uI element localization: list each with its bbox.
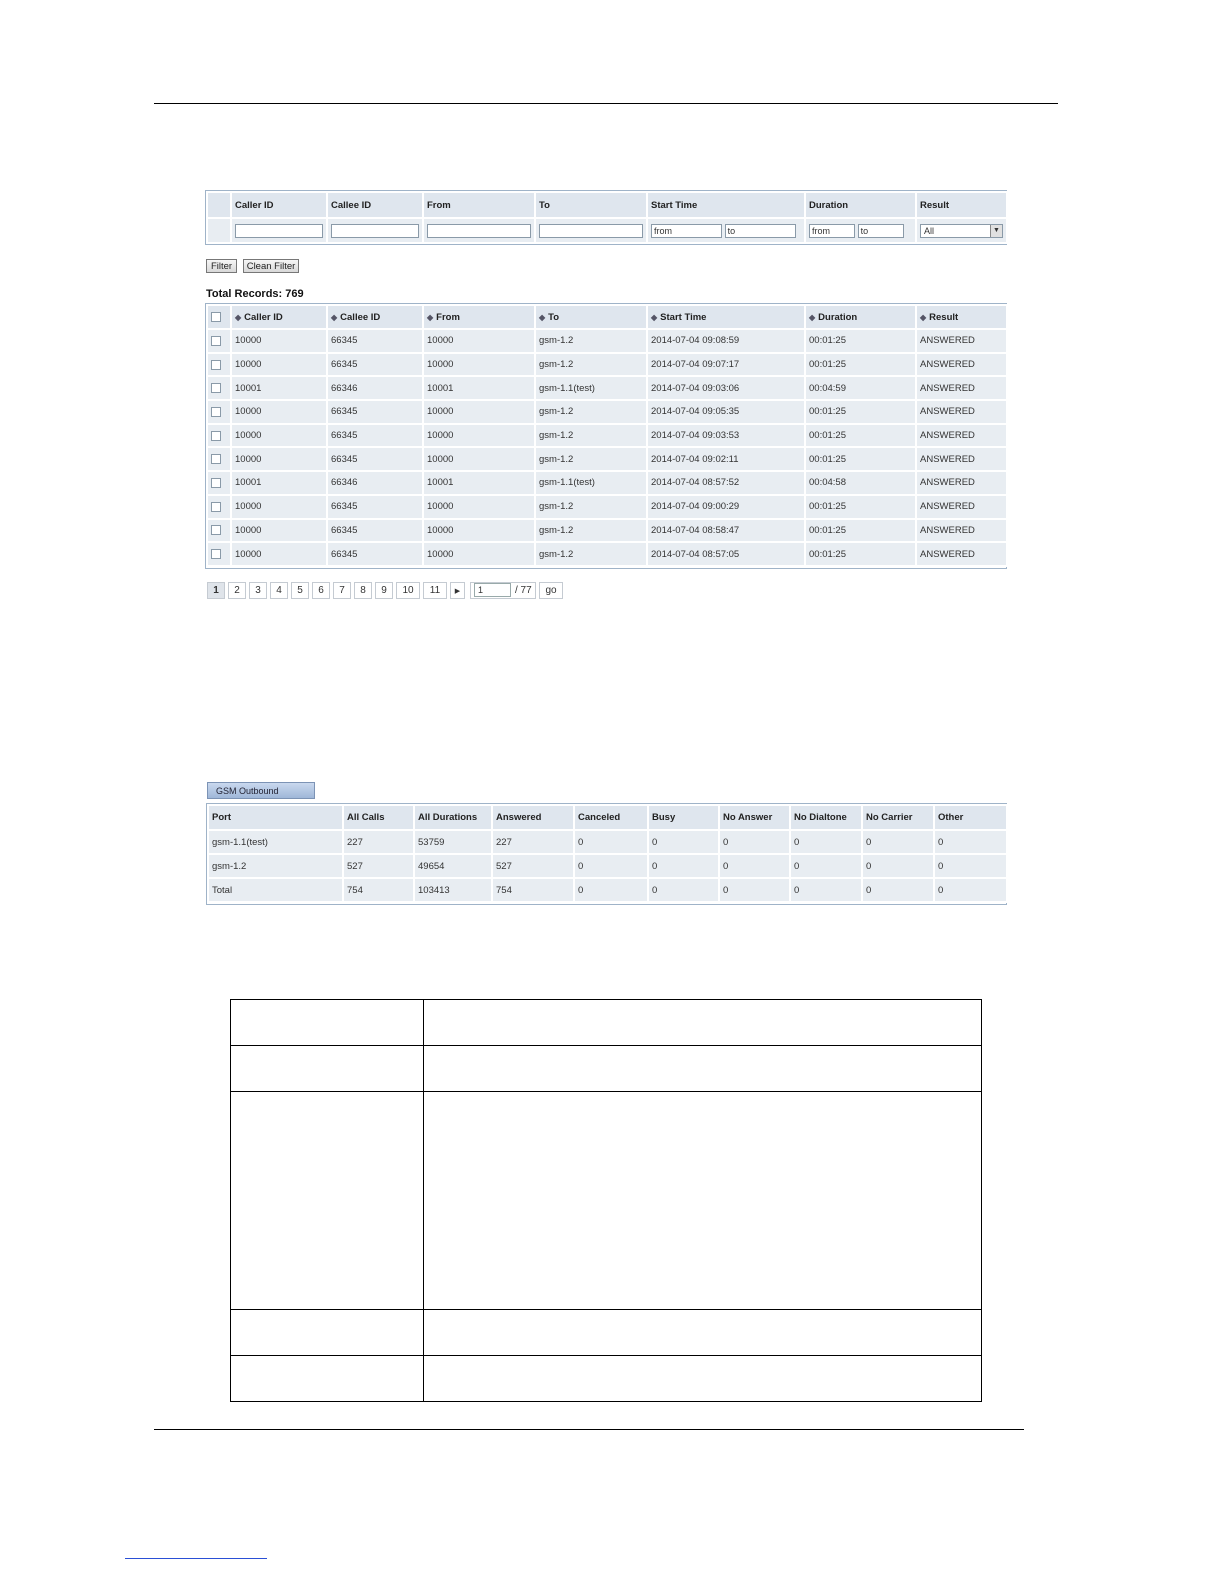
stats-col-answered: Answered <box>492 805 574 830</box>
cell-from: 10001 <box>423 376 535 400</box>
col-from[interactable] <box>423 305 535 329</box>
stats-col-no-carrier: No Carrier <box>862 805 934 830</box>
doc-cell <box>424 1310 982 1356</box>
sort-icon[interactable]: ◆ <box>539 312 546 322</box>
stats-cell: 0 <box>574 830 648 854</box>
select-all-checkbox[interactable] <box>211 312 221 322</box>
stats-cell: 53759 <box>414 830 492 854</box>
page-button-1[interactable]: 1 <box>207 582 225 599</box>
page-button-2[interactable]: 2 <box>228 582 246 599</box>
stats-cell: gsm-1.2 <box>208 854 343 878</box>
filter-cell-start-time <box>647 218 805 243</box>
from-filter-input[interactable] <box>427 224 531 238</box>
result-select[interactable] <box>920 224 1003 238</box>
sort-icon[interactable]: ◆ <box>331 312 338 322</box>
play-right-icon: ▶ <box>454 588 461 595</box>
cell-start-time: 2014-07-04 08:57:52 <box>647 471 805 495</box>
cell-caller-id: 10000 <box>231 400 327 424</box>
cell-caller-id: 10000 <box>231 519 327 543</box>
cell-result: ANSWERED <box>916 542 1007 566</box>
filter-header-blank <box>207 192 231 218</box>
stats-row <box>208 830 1007 854</box>
filter-header-result: Result <box>916 192 1007 218</box>
row-checkbox[interactable] <box>211 431 221 441</box>
col-result[interactable] <box>916 305 1007 329</box>
stats-col-no-dialtone: No Dialtone <box>790 805 862 830</box>
stats-cell: 0 <box>862 878 934 902</box>
stats-cell: 0 <box>648 830 719 854</box>
cell-caller-id: 10000 <box>231 542 327 566</box>
cell-duration: 00:04:58 <box>805 471 916 495</box>
page-button-8[interactable]: 8 <box>354 582 372 599</box>
row-select-cell <box>207 376 231 400</box>
result-select-value: All <box>924 225 935 236</box>
filter-header-callee-id: Callee ID <box>327 192 423 218</box>
duration-to-input[interactable]: to <box>858 224 904 238</box>
stats-cell: gsm-1.1(test) <box>208 830 343 854</box>
row-select-cell <box>207 447 231 471</box>
dropdown-arrow-icon[interactable]: ▼ <box>990 225 1002 237</box>
page-button-6[interactable]: 6 <box>312 582 330 599</box>
doc-cell <box>424 1356 982 1402</box>
cell-result: ANSWERED <box>916 353 1007 377</box>
stats-cell: 0 <box>574 878 648 902</box>
col-callee-id[interactable] <box>327 305 423 329</box>
cell-callee-id: 66345 <box>327 542 423 566</box>
col-caller-id-label: Caller ID <box>244 311 283 323</box>
cell-callee-id: 66345 <box>327 353 423 377</box>
doc-cell <box>231 1046 424 1092</box>
cell-from: 10000 <box>423 329 535 353</box>
cell-result: ANSWERED <box>916 471 1007 495</box>
cell-to: gsm-1.1(test) <box>535 376 647 400</box>
records-table <box>206 304 1008 567</box>
filter-panel <box>205 190 1007 245</box>
start-time-to-input[interactable]: to <box>725 224 796 238</box>
page-button-4[interactable]: 4 <box>270 582 288 599</box>
page-total-label: / 77 <box>515 585 532 596</box>
col-result-label: Result <box>929 311 959 323</box>
table-row[interactable] <box>207 542 1007 566</box>
row-select-cell <box>207 353 231 377</box>
col-duration[interactable] <box>805 305 916 329</box>
stats-col-port: Port <box>208 805 343 830</box>
stats-row <box>208 854 1007 878</box>
doc-cell <box>231 1092 424 1310</box>
cell-caller-id: 10000 <box>231 495 327 519</box>
select-all-cell <box>207 305 231 329</box>
total-records-label: Total Records: 769 <box>206 288 304 300</box>
col-duration-label: Duration <box>818 311 858 323</box>
row-checkbox[interactable] <box>211 525 221 535</box>
row-checkbox[interactable] <box>211 360 221 370</box>
cell-to: gsm-1.2 <box>535 329 647 353</box>
stats-col-all-calls: All Calls <box>343 805 414 830</box>
sort-icon[interactable]: ◆ <box>427 312 434 322</box>
stats-cell: 227 <box>343 830 414 854</box>
page-button-5[interactable]: 5 <box>291 582 309 599</box>
page-number-input[interactable]: 1 <box>474 583 511 597</box>
cell-callee-id: 66345 <box>327 447 423 471</box>
cell-to: gsm-1.2 <box>535 542 647 566</box>
cell-duration: 00:01:25 <box>805 519 916 543</box>
callee-id-filter-input[interactable] <box>331 224 419 238</box>
doc-cell <box>424 1000 982 1046</box>
cell-duration: 00:01:25 <box>805 495 916 519</box>
cell-to: gsm-1.2 <box>535 353 647 377</box>
gsm-outbound-tab[interactable]: GSM Outbound <box>207 782 315 799</box>
cell-result: ANSWERED <box>916 400 1007 424</box>
page-button-3[interactable]: 3 <box>249 582 267 599</box>
stats-cell: 754 <box>343 878 414 902</box>
table-row[interactable] <box>207 519 1007 543</box>
page-button-11[interactable]: 11 <box>423 582 447 599</box>
cell-from: 10000 <box>423 353 535 377</box>
col-start-time-label: Start Time <box>660 311 707 323</box>
cell-caller-id: 10000 <box>231 329 327 353</box>
row-checkbox[interactable] <box>211 383 221 393</box>
page-jump-box <box>470 582 536 599</box>
cell-caller-id: 10001 <box>231 471 327 495</box>
cell-callee-id: 66346 <box>327 471 423 495</box>
stats-row <box>208 878 1007 902</box>
sort-icon[interactable]: ◆ <box>235 312 242 322</box>
filter-table <box>206 191 1008 244</box>
cell-result: ANSWERED <box>916 424 1007 448</box>
stats-cell: 0 <box>934 830 1007 854</box>
cell-start-time: 2014-07-04 09:00:29 <box>647 495 805 519</box>
clean-filter-button[interactable]: Clean Filter <box>243 259 299 273</box>
cell-duration: 00:01:25 <box>805 353 916 377</box>
doc-cell <box>231 1000 424 1046</box>
cell-from: 10000 <box>423 424 535 448</box>
stats-cell: 527 <box>343 854 414 878</box>
page-button-10[interactable]: 10 <box>396 582 420 599</box>
cell-caller-id: 10000 <box>231 353 327 377</box>
cell-duration: 00:01:25 <box>805 424 916 448</box>
stats-col-no-answer: No Answer <box>719 805 790 830</box>
cell-duration: 00:01:25 <box>805 447 916 471</box>
page-button-7[interactable]: 7 <box>333 582 351 599</box>
filter-button[interactable]: Filter <box>206 259 237 273</box>
stats-cell: 0 <box>574 854 648 878</box>
stats-cell: 0 <box>934 878 1007 902</box>
stats-cell: 0 <box>648 878 719 902</box>
col-callee-id-label: Callee ID <box>340 311 381 323</box>
stats-cell: 0 <box>719 854 790 878</box>
filter-cell-duration <box>805 218 916 243</box>
stats-cell: 0 <box>719 830 790 854</box>
stats-cell: 49654 <box>414 854 492 878</box>
footer-link-underline[interactable] <box>125 1558 267 1559</box>
table-row[interactable] <box>207 495 1007 519</box>
stats-cell: 0 <box>934 854 1007 878</box>
cell-start-time: 2014-07-04 09:03:53 <box>647 424 805 448</box>
stats-cell: 0 <box>648 854 719 878</box>
cell-result: ANSWERED <box>916 329 1007 353</box>
cell-duration: 00:01:25 <box>805 542 916 566</box>
cell-start-time: 2014-07-04 09:03:06 <box>647 376 805 400</box>
doc-cell <box>231 1356 424 1402</box>
cell-to: gsm-1.2 <box>535 424 647 448</box>
cell-to: gsm-1.2 <box>535 495 647 519</box>
cell-from: 10000 <box>423 495 535 519</box>
caller-id-filter-input[interactable] <box>235 224 323 238</box>
row-checkbox[interactable] <box>211 336 221 346</box>
stats-cell: 0 <box>790 830 862 854</box>
filter-cell-blank <box>207 218 231 243</box>
cell-start-time: 2014-07-04 09:07:17 <box>647 353 805 377</box>
cell-start-time: 2014-07-04 08:58:47 <box>647 519 805 543</box>
filter-header-to: To <box>535 192 647 218</box>
row-checkbox[interactable] <box>211 549 221 559</box>
cell-to: gsm-1.2 <box>535 400 647 424</box>
description-table <box>230 999 982 1402</box>
cell-from: 10001 <box>423 471 535 495</box>
row-select-cell <box>207 495 231 519</box>
filter-cell-to <box>535 218 647 243</box>
col-start-time[interactable] <box>647 305 805 329</box>
cell-caller-id: 10000 <box>231 424 327 448</box>
table-row[interactable] <box>207 447 1007 471</box>
stats-col-busy: Busy <box>648 805 719 830</box>
stats-col-all-durations: All Durations <box>414 805 492 830</box>
cell-result: ANSWERED <box>916 376 1007 400</box>
cell-result: ANSWERED <box>916 495 1007 519</box>
stats-cell: 103413 <box>414 878 492 902</box>
row-checkbox[interactable] <box>211 502 221 512</box>
cell-from: 10000 <box>423 447 535 471</box>
to-filter-input[interactable] <box>539 224 643 238</box>
table-row[interactable] <box>207 329 1007 353</box>
filter-header-caller-id: Caller ID <box>231 192 327 218</box>
stats-cell: 0 <box>862 854 934 878</box>
doc-cell <box>231 1310 424 1356</box>
cell-callee-id: 66345 <box>327 424 423 448</box>
col-caller-id[interactable] <box>231 305 327 329</box>
stats-table <box>207 804 1008 903</box>
row-checkbox[interactable] <box>211 478 221 488</box>
table-row[interactable] <box>207 400 1007 424</box>
next-page-button[interactable] <box>450 582 465 599</box>
cell-duration: 00:01:25 <box>805 400 916 424</box>
filter-cell-caller-id <box>231 218 327 243</box>
stats-cell: 0 <box>790 878 862 902</box>
cell-start-time: 2014-07-04 08:57:05 <box>647 542 805 566</box>
row-select-cell <box>207 471 231 495</box>
doc-cell <box>424 1046 982 1092</box>
filter-header-duration: Duration <box>805 192 916 218</box>
filter-cell-result <box>916 218 1007 243</box>
stats-col-canceled: Canceled <box>574 805 648 830</box>
cell-from: 10000 <box>423 519 535 543</box>
filter-cell-from <box>423 218 535 243</box>
row-select-cell <box>207 400 231 424</box>
col-to[interactable] <box>535 305 647 329</box>
cell-duration: 00:01:25 <box>805 329 916 353</box>
row-select-cell <box>207 519 231 543</box>
doc-cell <box>424 1092 982 1310</box>
filter-cell-callee-id <box>327 218 423 243</box>
start-time-from-input[interactable]: from <box>651 224 722 238</box>
stats-cell: 527 <box>492 854 574 878</box>
table-row[interactable] <box>207 353 1007 377</box>
table-row[interactable] <box>207 424 1007 448</box>
stats-cell: 227 <box>492 830 574 854</box>
row-select-cell <box>207 424 231 448</box>
stats-cell: 0 <box>719 878 790 902</box>
sort-icon[interactable]: ◆ <box>809 312 816 322</box>
stats-col-other: Other <box>934 805 1007 830</box>
stats-cell: 0 <box>862 830 934 854</box>
cell-start-time: 2014-07-04 09:02:11 <box>647 447 805 471</box>
records-panel <box>205 303 1007 569</box>
cell-result: ANSWERED <box>916 447 1007 471</box>
filter-header-start-time: Start Time <box>647 192 805 218</box>
cell-from: 10000 <box>423 400 535 424</box>
cell-callee-id: 66345 <box>327 519 423 543</box>
cell-start-time: 2014-07-04 09:05:35 <box>647 400 805 424</box>
stats-panel <box>206 803 1007 905</box>
col-from-label: From <box>436 311 460 323</box>
cell-callee-id: 66345 <box>327 329 423 353</box>
stats-cell: 754 <box>492 878 574 902</box>
stats-cell: Total <box>208 878 343 902</box>
table-row[interactable] <box>207 376 1007 400</box>
cell-to: gsm-1.2 <box>535 519 647 543</box>
cell-from: 10000 <box>423 542 535 566</box>
filter-header-from: From <box>423 192 535 218</box>
stats-cell: 0 <box>790 854 862 878</box>
row-checkbox[interactable] <box>211 407 221 417</box>
cell-caller-id: 10001 <box>231 376 327 400</box>
sort-icon[interactable]: ◆ <box>920 312 927 322</box>
cell-start-time: 2014-07-04 09:08:59 <box>647 329 805 353</box>
row-checkbox[interactable] <box>211 454 221 464</box>
col-to-label: To <box>548 311 560 323</box>
cell-to: gsm-1.1(test) <box>535 471 647 495</box>
page-button-9[interactable]: 9 <box>375 582 393 599</box>
footer-rule <box>154 1429 1024 1430</box>
cell-callee-id: 66345 <box>327 400 423 424</box>
cell-duration: 00:04:59 <box>805 376 916 400</box>
cell-callee-id: 66345 <box>327 495 423 519</box>
sort-icon[interactable]: ◆ <box>651 312 658 322</box>
row-select-cell <box>207 542 231 566</box>
cell-result: ANSWERED <box>916 519 1007 543</box>
table-row[interactable] <box>207 471 1007 495</box>
header-rule <box>154 103 1058 104</box>
go-button[interactable]: go <box>539 582 563 599</box>
cell-to: gsm-1.2 <box>535 447 647 471</box>
cell-caller-id: 10000 <box>231 447 327 471</box>
cell-callee-id: 66346 <box>327 376 423 400</box>
duration-from-input[interactable]: from <box>809 224 855 238</box>
row-select-cell <box>207 329 231 353</box>
